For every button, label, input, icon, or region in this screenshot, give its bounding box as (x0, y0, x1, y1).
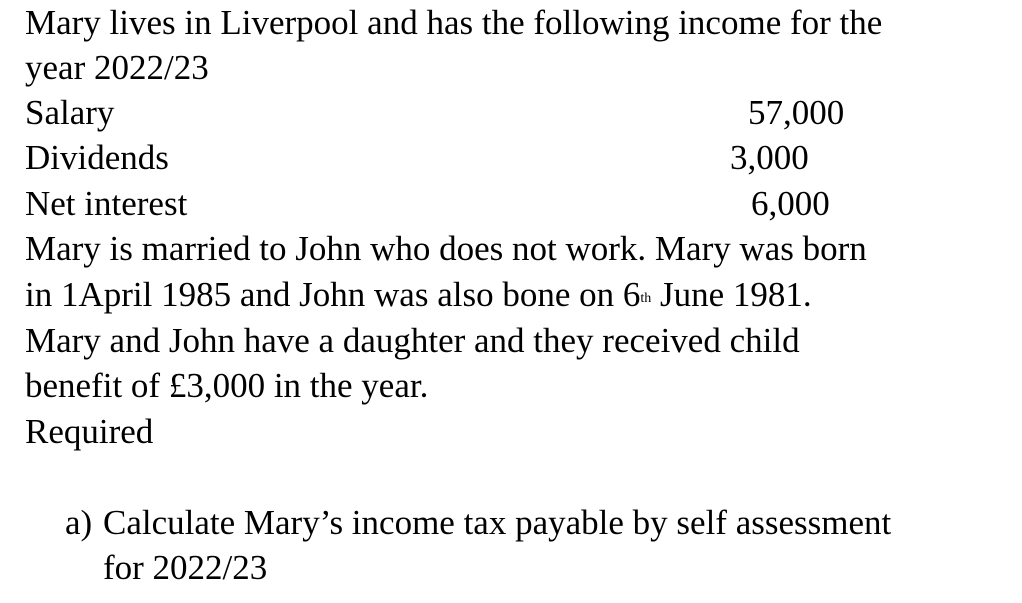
question-a-marker: a) (65, 503, 93, 542)
intro-line-1: Mary lives in Liverpool and has the following income for the (25, 3, 883, 42)
income-label-salary: Salary (25, 93, 115, 132)
details-line-2-end: June 1981. (651, 275, 812, 314)
details-line-4: benefit of £3,000 in the year. (25, 366, 429, 405)
details-line-2-start: in 1April 1985 and John was also bone on 6 (25, 275, 641, 314)
details-line-2 (25, 272, 812, 318)
question-a-text-line-1: Calculate Mary’s income tax payable by self assessment (103, 503, 892, 542)
income-label-net-interest: Net interest (25, 184, 188, 223)
ordinal-superscript: th (640, 291, 652, 306)
income-amount-dividends: 3,000 (730, 138, 809, 177)
income-label-dividends: Dividends (25, 138, 169, 177)
required-heading: Required (25, 412, 154, 451)
details-line-1: Mary is married to John who does not work. Mary was born (25, 229, 867, 268)
details-line-3: Mary and John have a daughter and they received child (25, 321, 800, 360)
intro-line-2: year 2022/23 (25, 48, 209, 87)
income-amount-salary: 57,000 (748, 93, 845, 132)
income-amount-net-interest: 6,000 (751, 184, 830, 223)
question-a-text-line-2: for 2022/23 (103, 548, 268, 587)
